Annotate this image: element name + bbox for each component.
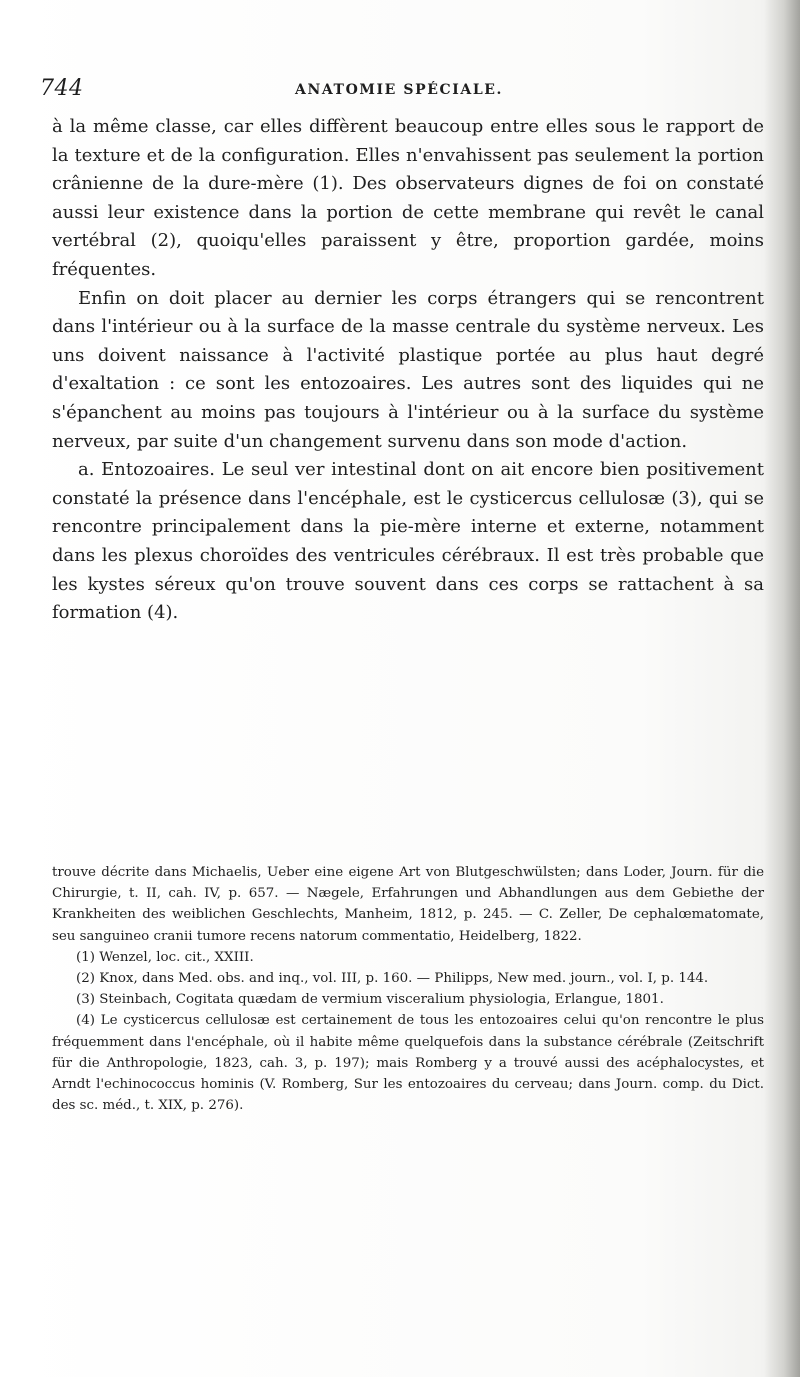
paragraph-foreign-bodies: Enfin on doit placer au dernier les corps étrangers qui se rencontrent dans l'intérieur ou à la surface de la masse centrale du système nerveux. Les uns doivent naissance à l'activité plastique portée au plus haut degré d'exaltation : ce sont les entozoaires. Les autres sont des liquides qui ne s'épanchent au moins pas toujours à l'intérieur ou à la surface du système nerveux, par suite d'un changement survenu dans son mode d'action. — [52, 287, 764, 452]
page-number: 744 — [40, 76, 84, 101]
footnote-4: (4) Le cysticercus cellulosæ est certainement de tous les entozoaires celui qu'on rencontre le plus fréquemment dans l'encéphale, où il habite même quelquefois dans la substance cérébrale (Zeitschrift für die Anthropologie, 1823, cah. 3, p. 197); mais Romberg y a trouvé aussi des acéphalocystes, et Arndt l'echinococcus hominis (V. Romberg, Sur les entozoaires du cerveau; dans Journ. comp. du Dict. des sc. méd., t. XIX, p. 276). — [52, 1013, 764, 1114]
running-head: ANATOMIE SPÉCIALE. — [295, 82, 504, 98]
body-text — [52, 113, 764, 628]
footnote-3: (3) Steinbach, Cogitata quædam de vermium visceralium physiologia, Erlangue, 1801. — [76, 992, 664, 1008]
page-edge-shadow — [764, 0, 800, 1377]
footnote-continued: trouve décrite dans Michaelis, Ueber eine eigene Art von Blutgeschwülsten; dans Loder, Journ. für die Chirurgie, t. II, cah. IV, p. 657. — Nægele, Erfahrungen und Abhandlungen aus dem Gebiethe der Krankheiten des weiblichen Geschlechts, Manheim, 1812, p. 245. — C. Zeller, De cephalœmatomate, seu sanguineo cranii tumore recens natorum commentatio, Heidelberg, 1822. — [52, 865, 764, 944]
footnote-2: (2) Knox, dans Med. obs. and inq., vol. III, p. 160. — Philipps, New med. journ., vol. I, p. 144. — [76, 971, 709, 987]
paragraph-continued: à la même classe, car elles diffèrent beaucoup entre elles sous le rapport de la texture et de la configuration. Elles n'envahissent pas seulement la portion crânienne de la dure-mère (1). Des observateurs dignes de foi on constaté aussi leur existence dans la portion de cette membrane qui revêt le canal vertébral (2), quoiqu'elles paraissent y être, proportion gardée, moins fréquentes. — [52, 116, 764, 280]
page-header — [40, 76, 780, 106]
footnote-1: (1) Wenzel, loc. cit., XXIII. — [76, 949, 254, 965]
footnotes — [52, 862, 764, 1116]
paragraph-entozoaires: a. Entozoaires. Le seul ver intestinal dont on ait encore bien positivement constaté la présence dans l'encéphale, est le cysticercus cellulosæ (3), qui se rencontre principalement dans la pie-mère interne et externe, notamment dans les plexus choroïdes des ventricules cérébraux. Il est très probable que les kystes séreux qu'on trouve souvent dans ces corps se rattachent à sa formation (4). — [52, 459, 764, 624]
